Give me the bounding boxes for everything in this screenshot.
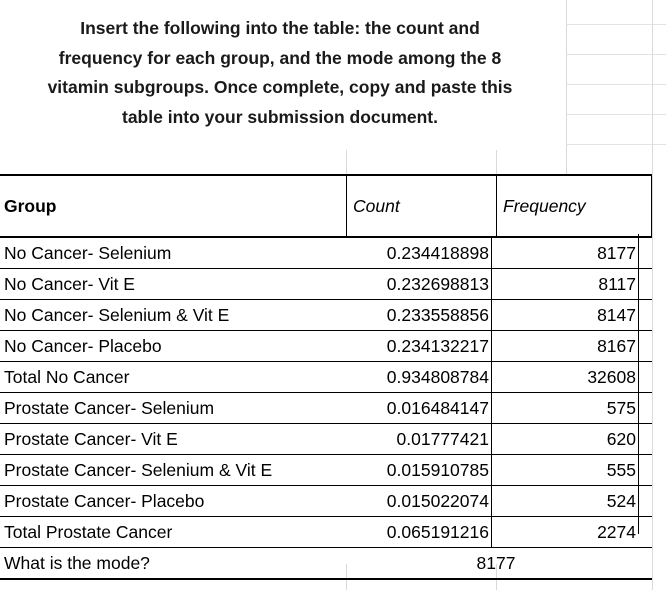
count-cell[interactable]: 0.065191216 [386, 521, 489, 542]
group-cell[interactable]: No Cancer- Vit E [4, 273, 135, 294]
grid-line [566, 0, 567, 174]
group-cell[interactable]: Total No Cancer [4, 366, 130, 387]
instructions-text [0, 14, 560, 132]
table-row [0, 424, 652, 455]
grid-line [496, 150, 497, 174]
table-body [0, 238, 652, 548]
frequency-cell[interactable]: 32608 [491, 362, 638, 392]
count-cell[interactable]: 0.016484147 [386, 397, 489, 418]
table-row [0, 300, 652, 331]
table-row [0, 269, 652, 300]
header-frequency[interactable]: Frequency [496, 176, 652, 236]
frequency-cell[interactable]: 2274 [491, 517, 638, 547]
mode-label-cell[interactable]: What is the mode? [4, 552, 150, 573]
count-cell[interactable]: 0.934808784 [386, 366, 489, 387]
grid-line [566, 54, 666, 55]
frequency-cell[interactable]: 8117 [491, 269, 638, 299]
count-cell[interactable]: 0.233558856 [386, 304, 489, 325]
count-cell[interactable]: 0.015910785 [386, 459, 489, 480]
table-row [0, 331, 652, 362]
group-cell[interactable]: Prostate Cancer- Selenium [4, 397, 215, 418]
instructions-line: frequency for each group, and the mode among the 8 [58, 47, 502, 68]
table-row [0, 238, 652, 269]
group-cell[interactable]: Total Prostate Cancer [4, 521, 173, 542]
count-cell[interactable]: 0.232698813 [386, 273, 489, 294]
group-cell[interactable]: Prostate Cancer- Vit E [4, 428, 178, 449]
count-cell[interactable]: 0.01777421 [396, 428, 489, 449]
group-cell[interactable]: No Cancer- Selenium [4, 242, 172, 263]
count-cell[interactable]: 0.015022074 [386, 490, 489, 511]
frequency-cell[interactable]: 555 [491, 455, 638, 485]
table-row [0, 362, 652, 393]
grid-line [566, 144, 666, 145]
frequency-cell[interactable]: 8167 [491, 331, 638, 361]
header-count[interactable]: Count [346, 176, 496, 236]
frequency-cell[interactable]: 524 [491, 486, 638, 516]
table-row [0, 486, 652, 517]
table-header-row [0, 174, 652, 238]
frequency-cell[interactable]: 575 [491, 393, 638, 423]
group-cell[interactable]: No Cancer- Placebo [4, 335, 162, 356]
table-row [0, 393, 652, 424]
grid-line [566, 24, 666, 25]
grid-line [566, 114, 666, 115]
data-table [0, 174, 652, 580]
instructions-line: table into your submission document. [122, 106, 438, 127]
mode-value-cell[interactable]: 8177 [476, 552, 516, 573]
frequency-cell[interactable]: 620 [491, 424, 638, 454]
frequency-cell[interactable]: 8177 [491, 238, 638, 268]
mode-row [0, 548, 652, 580]
table-row [0, 455, 652, 486]
grid-line [652, 0, 653, 590]
header-group[interactable]: Group [4, 195, 57, 216]
instructions-line: vitamin subgroups. Once complete, copy and paste this [47, 77, 513, 97]
table-right-border [638, 234, 639, 534]
grid-line [346, 150, 347, 174]
count-cell[interactable]: 0.234418898 [386, 242, 489, 263]
grid-line [566, 84, 666, 85]
table-row [0, 517, 652, 548]
count-cell[interactable]: 0.234132217 [386, 335, 489, 356]
group-cell[interactable]: No Cancer- Selenium & Vit E [4, 304, 230, 325]
group-cell[interactable]: Prostate Cancer- Selenium & Vit E [4, 459, 273, 480]
frequency-cell[interactable]: 8147 [491, 300, 638, 330]
instructions-line: Insert the following into the table: the count and [80, 18, 480, 38]
group-cell[interactable]: Prostate Cancer- Placebo [4, 490, 205, 511]
